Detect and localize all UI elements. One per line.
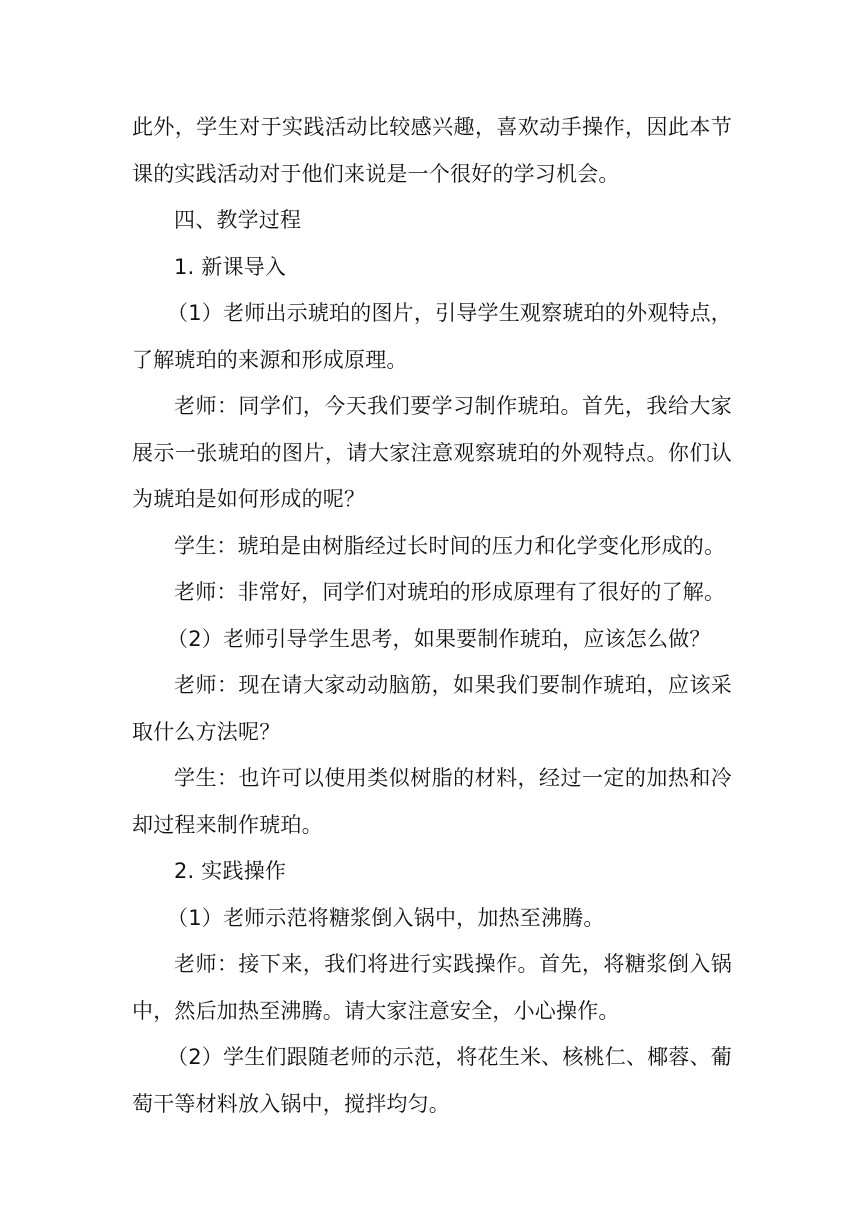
dialogue-student-1: 学生：琥珀是由树脂经过长时间的压力和化学变化形成的。 xyxy=(174,533,726,558)
dialogue-teacher-3: 老师：现在请大家动动脑筋，如果我们要制作琥珀，应该采取什么方法呢？ xyxy=(132,673,732,744)
dialogue-student-2: 学生：也许可以使用类似树脂的材料，经过一定的加热和冷却过程来制作琥珀。 xyxy=(132,766,732,837)
dialogue-teacher-2: 老师：非常好，同学们对琥珀的形成原理有了很好的了解。 xyxy=(174,580,726,604)
step-1-2: （2）老师引导学生思考，如果要制作琥珀，应该怎么做？ xyxy=(167,626,711,651)
paragraph-continuation: 此外，学生对于实践活动比较感兴趣，喜欢动手操作，因此本节课的实践活动对于他们来说是一个很好的学习机会。 xyxy=(132,115,732,186)
step-2-2: （2）学生们跟随老师的示范，将花生米、核桃仁、椰蓉、葡萄干等材料放入锅中，搅拌均匀。 xyxy=(132,1045,732,1116)
step-2-1: （1）老师示范将糖浆倒入锅中，加热至沸腾。 xyxy=(167,905,605,930)
dialogue-teacher-1: 老师：同学们，今天我们要学习制作琥珀。首先，我给大家展示一张琥珀的图片，请大家注意观察琥珀的外观特点。你们认为琥珀是如何形成的呢？ xyxy=(132,394,732,511)
subheading-new-lesson-intro: 1. 新课导入 xyxy=(174,254,287,279)
dialogue-teacher-4: 老师：接下来，我们将进行实践操作。首先，将糖浆倒入锅中，然后加热至沸腾。请大家注意安全，小心操作。 xyxy=(132,952,732,1023)
subheading-practice: 2. 实践操作 xyxy=(174,859,287,883)
step-1-1: （1）老师出示琥珀的图片，引导学生观察琥珀的外观特点，了解琥珀的来源和形成原理。 xyxy=(132,301,732,372)
document-body xyxy=(132,104,732,1127)
section-heading-teaching-process: 四、教学过程 xyxy=(174,208,302,232)
